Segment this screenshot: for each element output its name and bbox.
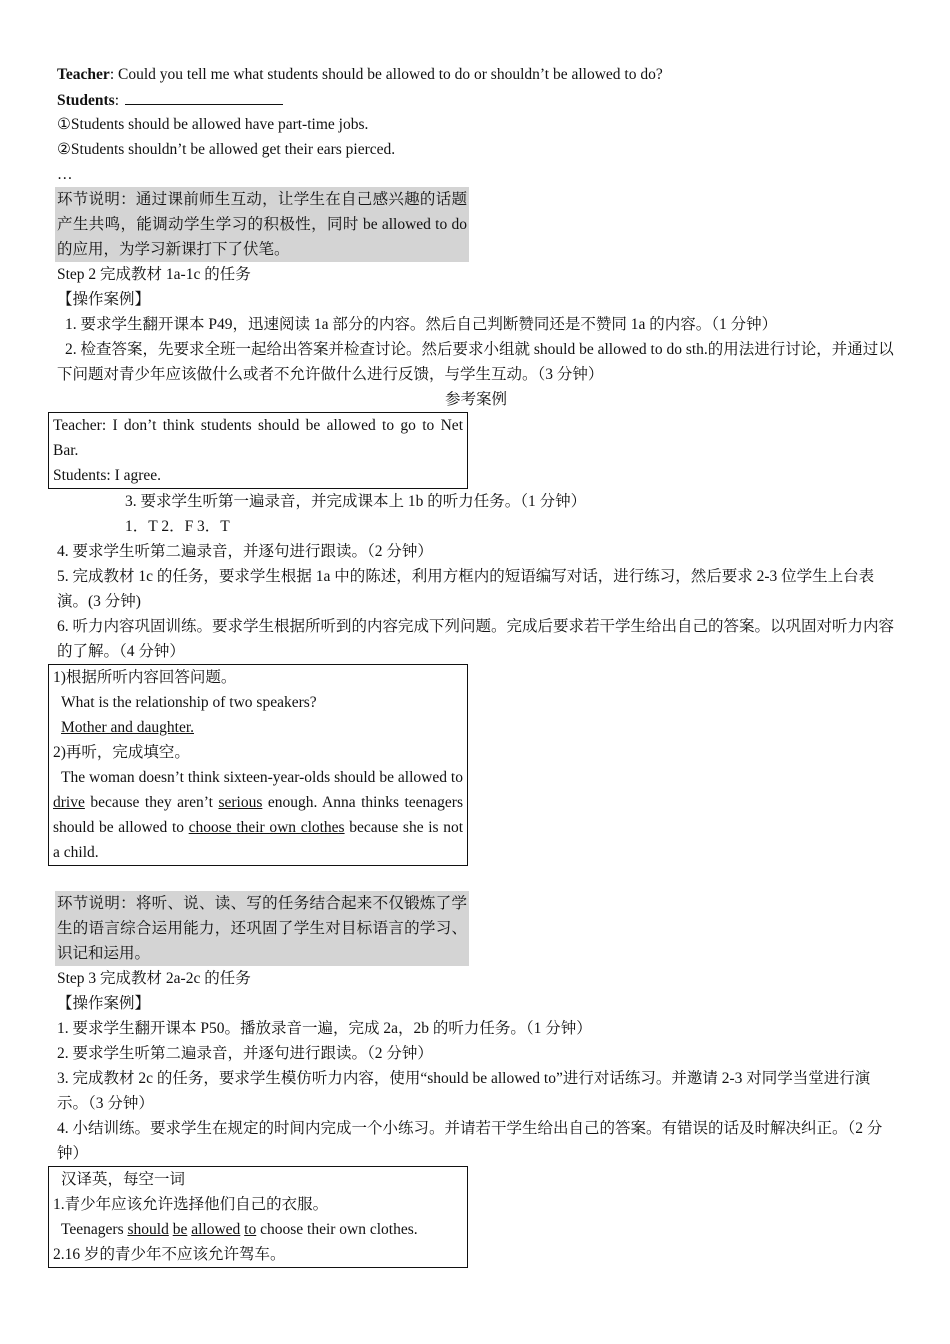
section-note-2: 环节说明：将听、说、读、写的任务结合起来不仅锻炼了学生的语言综合运用能力，还巩固了学生对目标语言的学习、识记和运用。 <box>55 891 469 966</box>
passage-blank-drive: drive <box>53 794 85 811</box>
students-line <box>57 87 895 112</box>
exercise-answer <box>53 715 463 740</box>
passage-text-2: because they aren’t <box>84 794 219 811</box>
step2-title: Step 2 完成教材 1a-1c 的任务 <box>57 266 251 283</box>
teacher-label: Teacher <box>57 66 110 83</box>
spacer <box>57 866 895 891</box>
exercise-fill-passage <box>53 765 463 865</box>
reference-case-heading: 参考案例 <box>444 391 507 408</box>
step3-case-heading: 【操作案例】 <box>57 995 151 1012</box>
passage-text-4: because she is not a child. <box>53 819 463 861</box>
step2-case-heading: 【操作案例】 <box>57 291 151 308</box>
section-note-1: 环节说明：通过课前师生互动，让学生在自己感兴趣的话题产生共鸣，能调动学生学习的积极性，同时 be allowed to do 的应用，为学习新课打下了伏笔。 <box>55 187 469 262</box>
students-colon: : <box>114 92 120 109</box>
ellipsis: … <box>57 166 73 183</box>
answer-blank-be: be <box>172 1221 188 1238</box>
translation-title: 汉译英，每空一词 <box>61 1171 186 1188</box>
exercise-answer-text: Mother and daughter. <box>61 719 195 736</box>
step2-paragraph-6: 6. 听力内容巩固训练。要求学生根据所听到的内容完成下列问题。完成后要求若干学生给出自己的答案。以巩固对听力内容的了解。（4 分钟） <box>57 618 895 660</box>
example-item-2: ②Students shouldn’t be allowed get their ears pierced. <box>57 141 396 158</box>
teacher-line <box>57 62 895 87</box>
step3-paragraph-2: 2. 要求学生听第二遍录音，并逐句进行跟读。（2 分钟） <box>57 1045 433 1062</box>
document-page <box>53 62 895 1268</box>
step3-title: Step 3 完成教材 2a-2c 的任务 <box>57 970 251 987</box>
exercise-question-1-heading: 1)根据所听内容回答问题。 <box>53 669 237 686</box>
step2-paragraph-1: 1. 要求学生翻开课本 P49，迅速阅读 1a 部分的内容。然后自己判断赞同还是不赞同 1a 的内容。（1 分钟） <box>65 316 778 333</box>
answer-blank <box>125 87 283 105</box>
step2-paragraph-2 <box>57 337 895 387</box>
exercise-question: What is the relationship of two speakers? <box>61 694 317 711</box>
answer-suffix: choose their own clothes. <box>256 1221 418 1238</box>
answer-blank-should: should <box>127 1221 169 1238</box>
passage-text-1: The woman doesn’t think sixteen-year-olds should be allowed to <box>61 769 463 786</box>
translation-item-1: 1.青少年应该允许选择他们自己的衣服。 <box>53 1196 329 1213</box>
step3-paragraph-3: 3. 完成教材 2c 的任务，要求学生模仿听力内容，使用“should be allowed to”进行对话练习。并邀请 2-3 对同学当堂进行演示。（3 分钟） <box>57 1070 871 1112</box>
passage-blank-serious: serious <box>218 794 263 811</box>
answer-blank-allowed: allowed <box>191 1221 241 1238</box>
reference-dialogue-box <box>48 412 468 489</box>
step2-paragraph-2-text: 2. 检查答案，先要求全班一起给出答案并检查讨论。然后要求小组就 should be allowed to do sth.的用法进行讨论，并通过以下问题对青少年应该做什么或者不允许做什么进行反馈，与学生互动。（3 分钟） <box>57 341 894 383</box>
dialogue-teacher: Teacher: I don’t think students should be allowed to go to Net Bar. <box>53 417 463 459</box>
step2-paragraph-3: 3. 要求学生听第一遍录音，并完成课本上 1b 的听力任务。（1 分钟） <box>125 493 587 510</box>
listening-exercise-box <box>48 664 468 866</box>
answer-prefix: Teenagers <box>61 1221 128 1238</box>
step3-paragraph-1: 1. 要求学生翻开课本 P50。播放录音一遍，完成 2a，2b 的听力任务。（1 分钟） <box>57 1020 592 1037</box>
translation-answer-1 <box>53 1217 463 1242</box>
passage-text-3: enough. Anna thinks teenagers should be allowed to <box>53 794 463 836</box>
example-item-1: ①Students should be allowed have part-time jobs. <box>57 116 369 133</box>
passage-blank-clothes: choose their own clothes <box>188 819 345 836</box>
step2-answers: 1．T 2．F 3．T <box>125 518 230 535</box>
teacher-question: : Could you tell me what students should be allowed to do or shouldn’t be allowed to do? <box>109 66 663 83</box>
students-label: Students <box>57 92 115 109</box>
step2-paragraph-5: 5. 完成教材 1c 的任务，要求学生根据 1a 中的陈述，利用方框内的短语编写对话，进行练习，然后要求 2-3 位学生上台表演。(3 分钟) <box>57 568 875 610</box>
step3-paragraph-4: 4. 小结训练。要求学生在规定的时间内完成一个小练习。并请若干学生给出自己的答案。有错误的话及时解决纠正。（2 分钟） <box>57 1120 883 1162</box>
translation-exercise-box <box>48 1166 468 1268</box>
translation-item-2: 2.16 岁的青少年不应该允许驾车。 <box>53 1246 286 1263</box>
exercise-question-2-heading: 2)再听，完成填空。 <box>53 744 190 761</box>
answer-blank-to: to <box>244 1221 257 1238</box>
dialogue-students: Students: I agree. <box>53 467 162 484</box>
step2-paragraph-4: 4. 要求学生听第二遍录音，并逐句进行跟读。（2 分钟） <box>57 543 433 560</box>
